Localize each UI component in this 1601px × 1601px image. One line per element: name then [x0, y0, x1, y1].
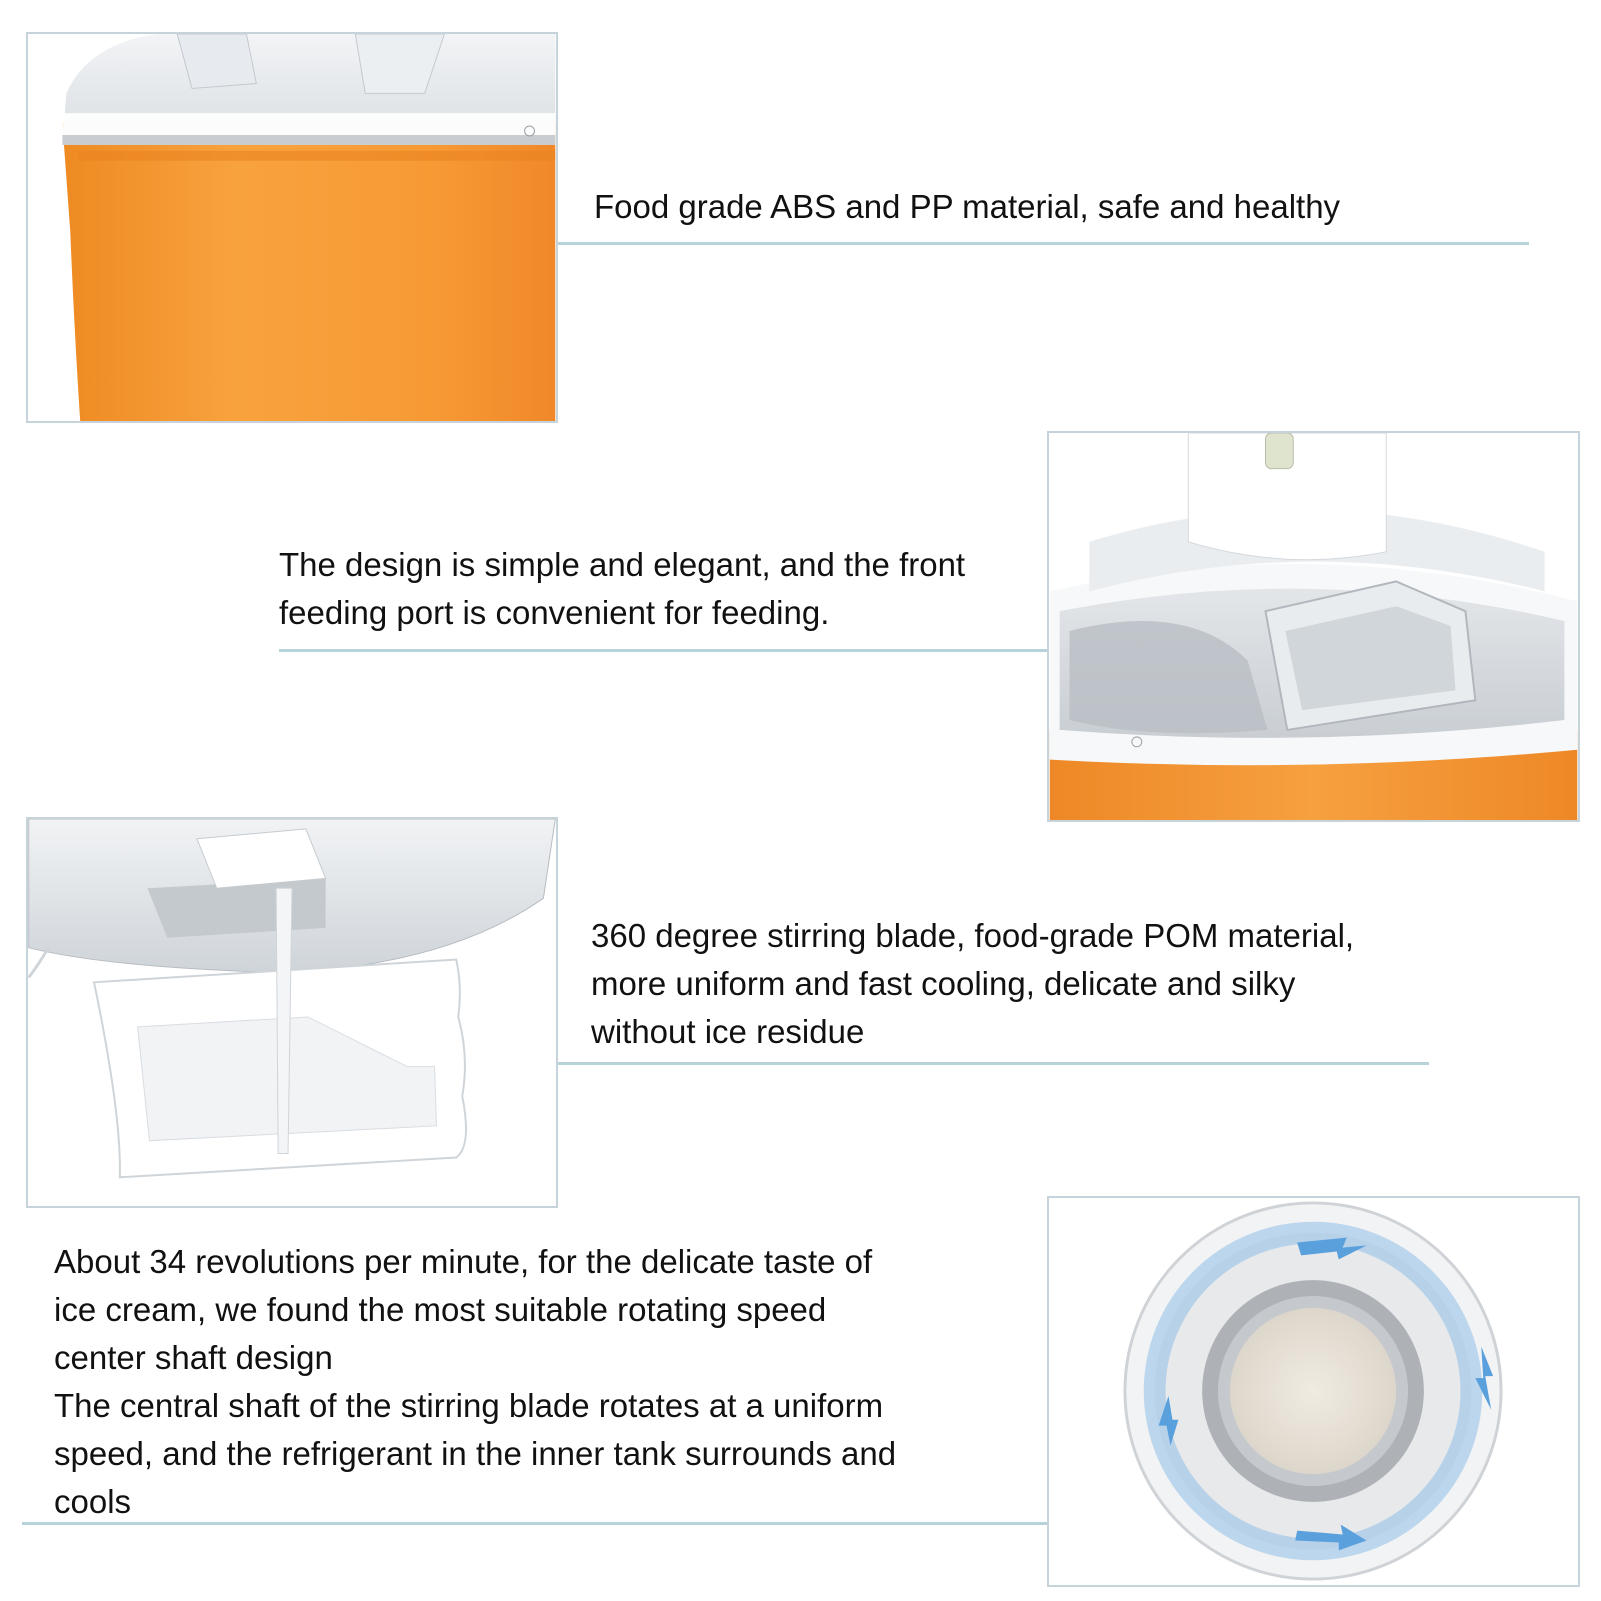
stirring-blade-illustration: [28, 819, 556, 1206]
bowl-side-illustration: [28, 34, 556, 421]
product-image-rotation: [1047, 1196, 1580, 1587]
product-image-blade: [26, 817, 558, 1208]
feature-divider-design: [279, 649, 1047, 652]
feature-text-blade-line-1: 360 degree stirring blade, food-grade POM material,: [591, 917, 1355, 954]
feature-text-blade-line-3: without ice residue: [591, 1013, 865, 1050]
feature-text-speed-line-1: About 34 revolutions per minute, for the delicate taste of: [54, 1243, 873, 1280]
feature-text-speed-line-2: ice cream, we found the most suitable rotating speed: [54, 1291, 827, 1328]
feature-divider-material: [558, 242, 1529, 245]
feature-divider-speed: [22, 1522, 1047, 1525]
product-image-design: [1047, 431, 1580, 822]
rotation-top-view-illustration: [1049, 1198, 1578, 1585]
product-image-material: [26, 32, 558, 423]
feature-text-speed-line-4: The central shaft of the stirring blade rotates at a uniform: [54, 1387, 884, 1424]
feature-text-material: Food grade ABS and PP material, safe and healthy: [594, 188, 1341, 225]
feature-text-design-line-1: The design is simple and elegant, and the front: [279, 546, 966, 583]
feature-text-blade-line-2: more uniform and fast cooling, delicate and silky: [591, 965, 1296, 1002]
feature-text-speed-line-3: center shaft design: [54, 1339, 333, 1376]
feeding-port-illustration: [1049, 433, 1578, 820]
feature-text-speed-line-5: speed, and the refrigerant in the inner tank surrounds and: [54, 1435, 897, 1472]
feature-divider-blade: [558, 1062, 1429, 1065]
feature-text-speed-line-6: cools: [54, 1483, 132, 1520]
feature-text-design-line-2: feeding port is convenient for feeding.: [279, 594, 830, 631]
